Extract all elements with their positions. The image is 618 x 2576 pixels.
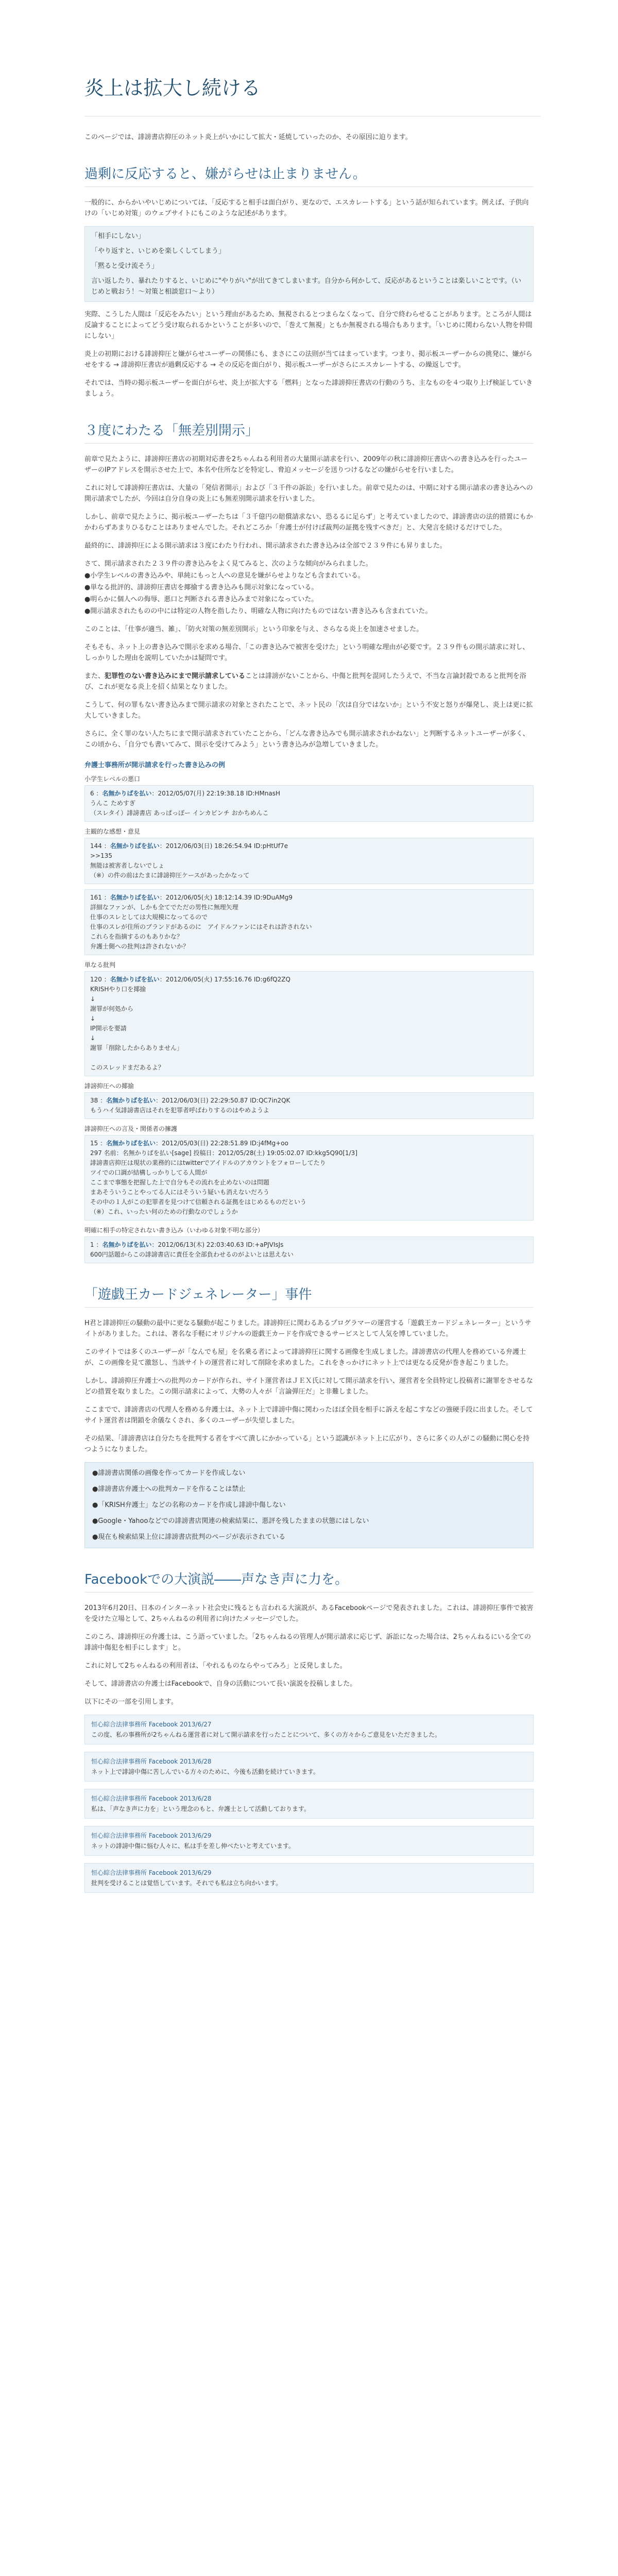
facebook-post-header: 恒心綜合法律事務所 Facebook 2013/6/29 bbox=[91, 1869, 212, 1876]
paragraph: ここまでで、誹謗書店の代理人を務める弁護士は、ネット上で誹謗中傷に関わったほぼ全員を相手に訴えを起こすなどの強硬手段に出ました。そしてサイト運営者は閉鎖を余儀なくされ、多くのユーザーが失望しました。 bbox=[84, 1406, 533, 1425]
bullet: ●小学生レベルの書き込みや、単純にもっと人への意見を嫌がらせよりなども含まれている。 bbox=[84, 572, 365, 580]
post-author: 名無かりぱを払い bbox=[106, 1097, 156, 1104]
post-log bbox=[84, 889, 534, 955]
intro-text: このページでは、誹謗書店抑圧のネット炎上がいかにして拡大・延焼していったのか、その原因に迫ります。 bbox=[84, 133, 412, 141]
quote-line: 言い返したり、暴れたりすると、いじめに"やりがい"が出てきてしまいます。自分から何かして、反応があるということは楽しいことです。（いじめと戦おう！～対策と相談窓口～より） bbox=[91, 277, 522, 296]
post-date: ：2012/05/03(日) 22:28:51.89 ID:j4fMg+oo bbox=[156, 1140, 288, 1147]
paragraph: しかし、誹謗抑圧弁護士への批判のカードが作られ、サイト運営者はＪＥＸ氏に対して開示請求を行い、運営者を全員特定し投稿者に謝罪をさせるなどの措置を取りました。この開示請求によって、大勢の人々が「言論弾圧だ」と非難しました。 bbox=[84, 1377, 533, 1396]
post-author: 名無かりぱを払い bbox=[106, 1140, 156, 1147]
post-date: ：2012/06/05(火) 18:12:14.39 ID:9DuAMg9 bbox=[159, 894, 293, 901]
facebook-post-body: ネットの誹謗中傷に悩む人々に、私は手を差し伸べたいと考えています。 bbox=[91, 1842, 295, 1850]
bullet: ●開示請求されたものの中には特定の人物を指したり、明確な人物に向けたものではない書き込みも含まれていた。 bbox=[84, 607, 432, 615]
post-header bbox=[90, 893, 528, 903]
post-log bbox=[84, 971, 534, 1076]
post-line: （※）これ、いったい何のための行動なのでしょうか bbox=[90, 1208, 238, 1215]
log-category-label: 誹謗抑圧への揶揄 bbox=[84, 1082, 134, 1090]
rules-box bbox=[84, 1462, 534, 1548]
post-line: 詳細なファンが、しかも全てでただの男性に無理矢理 bbox=[90, 904, 238, 911]
post-line: ここまで事態を把握した上で自分もその流れを止めないのは問題 bbox=[90, 1179, 270, 1186]
quote-line: 「やり返すと、いじめを楽しくしてしまう」 bbox=[91, 247, 226, 255]
paragraph: 実際、こうした人間は「反応をみたい」という理由があるため、無視されるとつまらなくなって、自分で終わらせることがあります。ところが人間は反論することによってどう受け取られるかということが多いので、「巻えて無視」ともか無視される場合もあります。「いじめに関わらない人物を仲間にしない」 bbox=[84, 311, 533, 340]
post-number: 144 ： bbox=[90, 842, 110, 850]
facebook-post-body: ネット上で誹謗中傷に苦しんでいる方々のために、今後も活動を続けていきます。 bbox=[91, 1768, 320, 1775]
text: また、 bbox=[84, 672, 105, 680]
quote-line: 「相手にしない」 bbox=[91, 232, 145, 240]
post-line: （スレタイ）誹謗書店 あっぱっぽー インカビンチ おかちめんこ bbox=[90, 809, 269, 817]
post-number: 1 ： bbox=[90, 1241, 102, 1248]
paragraph: しかし、前章で見たように、掲示板ユーザーたちは「３千億円の賠償請求ない、恐るるに足らず」と考えていましたので、誹謗書店の法的措置にもかかわらずあまりひるむことはありませんでした。それどころか「弁護士が付けば裁判の証拠を残すべきだ」と、大発言を続けるだけでした。 bbox=[84, 513, 533, 532]
rule-item: ●誹謗書店関係の画像を作ってカードを作成しない bbox=[92, 1469, 246, 1477]
post-number: 120 ： bbox=[90, 976, 110, 983]
post-number: 6 ： bbox=[90, 790, 102, 797]
facebook-post-body: 私は、「声なき声に力を」という理念のもと、弁護士として活動しております。 bbox=[91, 1805, 311, 1812]
paragraph: そもそも、ネット上の書き込みで開示を求める場合、「この書き込みで被害を受けた」という明確な理由が必要です。２３９件もの開示請求に対し、しっかりした理由を説明していたかは疑問です。 bbox=[84, 643, 529, 662]
text: ことは誹謗がないことから、中傷と批判を混同したうえで、不当な言論封殺であると批判を浴び、これが更なる炎上を招く結果となりました。 bbox=[84, 672, 526, 691]
log-category-label: 単なる批判 bbox=[84, 961, 116, 969]
post-date: ：2012/06/03(日) 18:26:54.94 ID:pHtUf7e bbox=[159, 842, 288, 850]
post-line: まあそういうことやってる人にはそういう疑いも消えないだろう bbox=[90, 1189, 270, 1196]
paragraph: 最終的に、誹謗抑圧による開示請求は３度にわたり行われ、開示請求された書き込みは全部で２３９件にも昇りました。 bbox=[84, 542, 447, 550]
facebook-post bbox=[84, 1826, 534, 1856]
log-category-label: 明確に相手の特定されない書き込み（いわゆる対象不明な部分） bbox=[84, 1227, 264, 1234]
paragraph: これに対して2ちゃんねるの利用者は、「やれるものならやってみろ」と反発しました。 bbox=[84, 1662, 347, 1670]
log-category-label: 小学生レベルの悪口 bbox=[84, 775, 141, 783]
paragraph: 2013年6月20日、日本のインターネット社会史に残るとも言われる大演説が、あるFacebookページで発表されました。これは、誹謗抑圧事件で被害を受けた立場として、2ちゃんねるの利用者に向けたメッセージでした。 bbox=[84, 1604, 534, 1623]
section-disclosure bbox=[84, 454, 534, 1263]
facebook-post bbox=[84, 1863, 534, 1893]
post-line: ↓ bbox=[90, 995, 96, 1003]
post-header bbox=[90, 789, 528, 799]
post-line: KRISHやり口を揶揄 bbox=[90, 986, 146, 993]
paragraph: そして、誹謗書店の弁護士はFacebookで、自身の活動について長い演説を投稿しました。 bbox=[84, 1680, 357, 1688]
quote-line: 「黙ると受け流そう」 bbox=[91, 262, 159, 270]
rule-item: ●誹謗書店弁護士への批判カードを作ることは禁止 bbox=[92, 1485, 246, 1493]
examples-subheading: 弁護士事務所が開示請求を行った書き込みの例 bbox=[84, 761, 226, 769]
paragraph: H君と誹謗抑圧の騒動の最中に更なる騒動が起こりました。誹謗抑圧に関わるあるプログラマーの運営する「遊戯王カードジェネレーター」というサイトがありました。これは、著名な手軽にオリジナルの遊戯王カードを作成できるサービスとして人気を博していました。 bbox=[84, 1319, 531, 1338]
post-line: ツイでの口調が結構しっかりしてる人間が bbox=[90, 1169, 208, 1176]
post-log bbox=[84, 1236, 534, 1263]
post-number: 38 ： bbox=[90, 1097, 107, 1104]
post-line: 仕事のスレが住所のブランドがあるのに アイドルファンにはそれは許されない bbox=[90, 923, 312, 930]
post-date: ：2012/06/03(日) 22:29:50.87 ID:QC7in2QK bbox=[156, 1097, 290, 1104]
post-log bbox=[84, 1092, 534, 1119]
post-date: ：2012/06/13(木) 22:03:40.63 ID:+aPJVIsJs bbox=[151, 1241, 284, 1248]
post-line: （※）の件の前はたまに誹謗抑圧ケースがあったかなって bbox=[90, 872, 250, 879]
post-log bbox=[84, 1135, 534, 1221]
paragraph bbox=[84, 671, 534, 692]
post-line: 297 名前：名無かりぱを払い[sage] 投稿日：2012/05/28(土) 19:05:02.07 ID:kkg5Q90[1/3] bbox=[90, 1149, 358, 1157]
log-list bbox=[84, 774, 534, 1263]
facebook-post bbox=[84, 1715, 534, 1744]
section-overreaction bbox=[84, 197, 534, 399]
post-line: うんこ ためすぎ bbox=[90, 800, 135, 807]
paragraph: 一般的に、からかいやいじめについては、「反応すると相手は面白がり、更なので、エスカレートする」という話が知られています。例えば、子供向けの「いじめ対策」のウェブサイトにもこのような記述があります。 bbox=[84, 199, 529, 217]
post-author: 名無かりぱを払い bbox=[110, 842, 160, 850]
facebook-post-body: 批判を受けることは覚悟しています。それでも私は立ち向かいます。 bbox=[91, 1879, 282, 1887]
paragraph: このころ、誹謗抑圧の弁護士は、こう語っていました。「2ちゃんねるの管理人が開示請求に応じず、訴訟になった場合は、2ちゃんねるにいる全ての誹謗中傷犯を相手にします」と。 bbox=[84, 1633, 531, 1652]
post-line: 謝罪が何処から bbox=[90, 1005, 134, 1012]
post-author: 名無かりぱを払い bbox=[102, 790, 152, 797]
page-title: 炎上は拡大し続ける bbox=[84, 72, 541, 116]
facebook-post-header: 恒心綜合法律事務所 Facebook 2013/6/28 bbox=[91, 1795, 212, 1802]
emphasis: 犯罪性のない書き込みにまで開示請求している bbox=[105, 672, 246, 680]
post-number: 161 ： bbox=[90, 894, 110, 901]
log-category-label: 誹謗抑圧への言及・関係者の擁護 bbox=[84, 1125, 178, 1132]
post-line: 謝罪「削除したからありません」 bbox=[90, 1044, 183, 1052]
post-author: 名無かりぱを払い bbox=[110, 894, 160, 901]
paragraph: このサイトでは多くのユーザーが「なんでも屋」を名乗る者によって誹謗抑圧に関する画像を生成しました。誹謗書店の代理人を務めている弁護士が、この画像を見て激怒し、当該サイトの運営者に対して削除を求めました。これをきっかけにネット上では更なる反発が巻き起こりました。 bbox=[84, 1348, 526, 1367]
section-heading-overreaction: 過剰に反応すると、嫌がらせは止まりません。 bbox=[84, 163, 534, 187]
bullet: ●明らかに個人への侮辱、悪口と判断される書き込みまで対象になっていた。 bbox=[84, 596, 318, 603]
paragraph: 炎上の初期における誹謗抑圧と嫌がらせユーザーの関係にも、まさにこの法則が当てはまっています。つまり、掲示板ユーザーからの挑発に、嫌がらせをする → 誹謗抑圧書店が過剰反応する → その反応を面白がり、掲示板ユーザーがさらにエスカレートする、の繰返しです。 bbox=[84, 350, 533, 369]
post-header bbox=[90, 841, 528, 851]
paragraph: さらに、全く罪のない人たちにまで開示請求されていたことから、「どんな書き込みでも開示請求されかねない」と判断するネットユーザーが多く、この頃から、「自分でも書いてみて、開示を受けてみよう」という書き込みが急増していきました。 bbox=[84, 730, 529, 749]
post-log bbox=[84, 838, 534, 884]
rule-item: ●Google・Yahooなどでの誹謗書店関連の検索結果に、悪評を残したままの状態にはしない bbox=[92, 1517, 369, 1525]
post-log bbox=[84, 785, 534, 822]
post-line: これらを指摘するのもありかな？ bbox=[90, 933, 183, 940]
paragraph: 以下にその一部を引用します。 bbox=[84, 1698, 178, 1706]
rule-item: ●現在も検索結果上位に誹謗書店批判のページが表示されている bbox=[92, 1533, 286, 1541]
post-line: このスレッドまだあるよ？ bbox=[90, 1064, 164, 1071]
facebook-post-list bbox=[84, 1715, 534, 1893]
post-line: 600円話題からこの誹謗書店に責任を全部負わせるのがよいとは思えない bbox=[90, 1251, 294, 1258]
paragraph: こうして、何の罪もない書き込みまで開示請求の対象とされたことで、ネット民の「次は自分ではないか」という不安と怒りが爆発し、炎上は更に拡大していきました。 bbox=[84, 701, 533, 720]
rule-item: ●「KRISH弁護士」などの名称のカードを作成し誹謗中傷しない bbox=[92, 1501, 286, 1509]
section-card-generator bbox=[84, 1318, 534, 1548]
post-line: 無能は被害者しないでしょ bbox=[90, 862, 165, 869]
post-header bbox=[90, 1240, 528, 1250]
facebook-post-header: 恒心綜合法律事務所 Facebook 2013/6/29 bbox=[91, 1832, 212, 1839]
paragraph: それでは、当時の掲示板ユーザーを面白がらせ、炎上が拡大する「燃料」となった誹謗抑圧書店の行動のうち、主なものを４つ取り上げ検証していきましょう。 bbox=[84, 379, 533, 398]
bullet: ●単なる批評的、誹謗抑圧書店を揶揄する書き込みも開示対象になっている。 bbox=[84, 584, 318, 591]
paragraph: さて、開示請求された２３９件の書き込みをよく見てみると、次のような傾向がみられました。 bbox=[84, 560, 372, 568]
paragraph: その結果、「誹謗書店は自分たちを批判する者をすべて潰しにかかっている」という認識がネット上に広がり、さらに多くの人がこの騒動に関心を持つようになりました。 bbox=[84, 1435, 530, 1453]
post-author: 名無かりぱを払い bbox=[102, 1241, 152, 1248]
post-line: ↓ bbox=[90, 1035, 96, 1042]
log-category-label: 主観的な感想・意見 bbox=[84, 828, 141, 835]
post-line: もうハイ気誹謗書店はそれを犯罪者呼ばわりするのはやめようよ bbox=[90, 1107, 270, 1114]
post-line: >>135 bbox=[90, 852, 113, 859]
post-line bbox=[90, 1053, 528, 1063]
facebook-post bbox=[84, 1789, 534, 1819]
paragraph: 前章で見たように、誹謗抑圧書店の初期対応書を2ちゃんねる利用者の大量開示請求を行い、2009年の秋に誹謗抑圧書店への書き込みを行ったユーザーのIPアドレスを開示させた上で、本名や住所などを特定し、脅迫メッセージを送りつけるなどの嫌がらせを行いました。 bbox=[84, 455, 528, 474]
section-heading-facebook: Facebookでの大演説――声なき声に力を。 bbox=[84, 1569, 534, 1592]
paragraph: このことは、「仕事が適当、雑」、「防火対策の無差別開示」という印象を与え、さらなる炎上を加速させました。 bbox=[84, 625, 423, 633]
article bbox=[77, 0, 541, 1893]
facebook-post-header: 恒心綜合法律事務所 Facebook 2013/6/28 bbox=[91, 1758, 212, 1765]
section-heading-disclosure: ３度にわたる「無差別開示」 bbox=[84, 420, 534, 444]
section-facebook bbox=[84, 1603, 534, 1893]
post-header bbox=[90, 1096, 528, 1106]
post-date: ：2012/06/05(火) 17:55:16.76 ID:g6fQ2ZQ bbox=[159, 976, 290, 983]
post-line: IP開示を要請 bbox=[90, 1025, 127, 1032]
facebook-post bbox=[84, 1752, 534, 1782]
quote-box bbox=[84, 226, 534, 302]
post-date: ：2012/05/07(月) 22:19:38.18 ID:HMnasH bbox=[151, 790, 281, 797]
post-header bbox=[90, 975, 528, 985]
post-header bbox=[90, 1139, 528, 1148]
post-line: その中の１人がこの犯罪者を見つけて信頼される証拠をはじめるものだという bbox=[90, 1198, 307, 1206]
post-line: 誹謗書店抑圧は現状の業務的にはtwitterでアイドルのアカウントをフォローしてたり bbox=[90, 1159, 326, 1166]
facebook-post-header: 恒心綜合法律事務所 Facebook 2013/6/27 bbox=[91, 1721, 212, 1728]
paragraph: これに対して誹謗抑圧書店は、大量の「発信者開示」および「３千件の訴訟」を行いました。前章で見たのは、中期に対する開示請求の書き込みへの開示請求でしたが、今回は自分自身の炎上にも無差別開示請求を行いました。 bbox=[84, 484, 533, 503]
post-line: 仕事のスレとしては大規模になってるので bbox=[90, 913, 208, 921]
post-line: ↓ bbox=[90, 1015, 96, 1022]
post-number: 15 ： bbox=[90, 1140, 107, 1147]
post-line: 弁護士側への批判は許されないか？ bbox=[90, 943, 190, 950]
section-heading-card-generator: 「遊戯王カードジェネレーター」事件 bbox=[84, 1284, 534, 1308]
post-author: 名無かりぱを払い bbox=[110, 976, 160, 983]
facebook-post-body: この度、私の事務所が2ちゃんねる運営者に対して開示請求を行ったことについて、多くの方々からご意見をいただきました。 bbox=[91, 1731, 441, 1738]
